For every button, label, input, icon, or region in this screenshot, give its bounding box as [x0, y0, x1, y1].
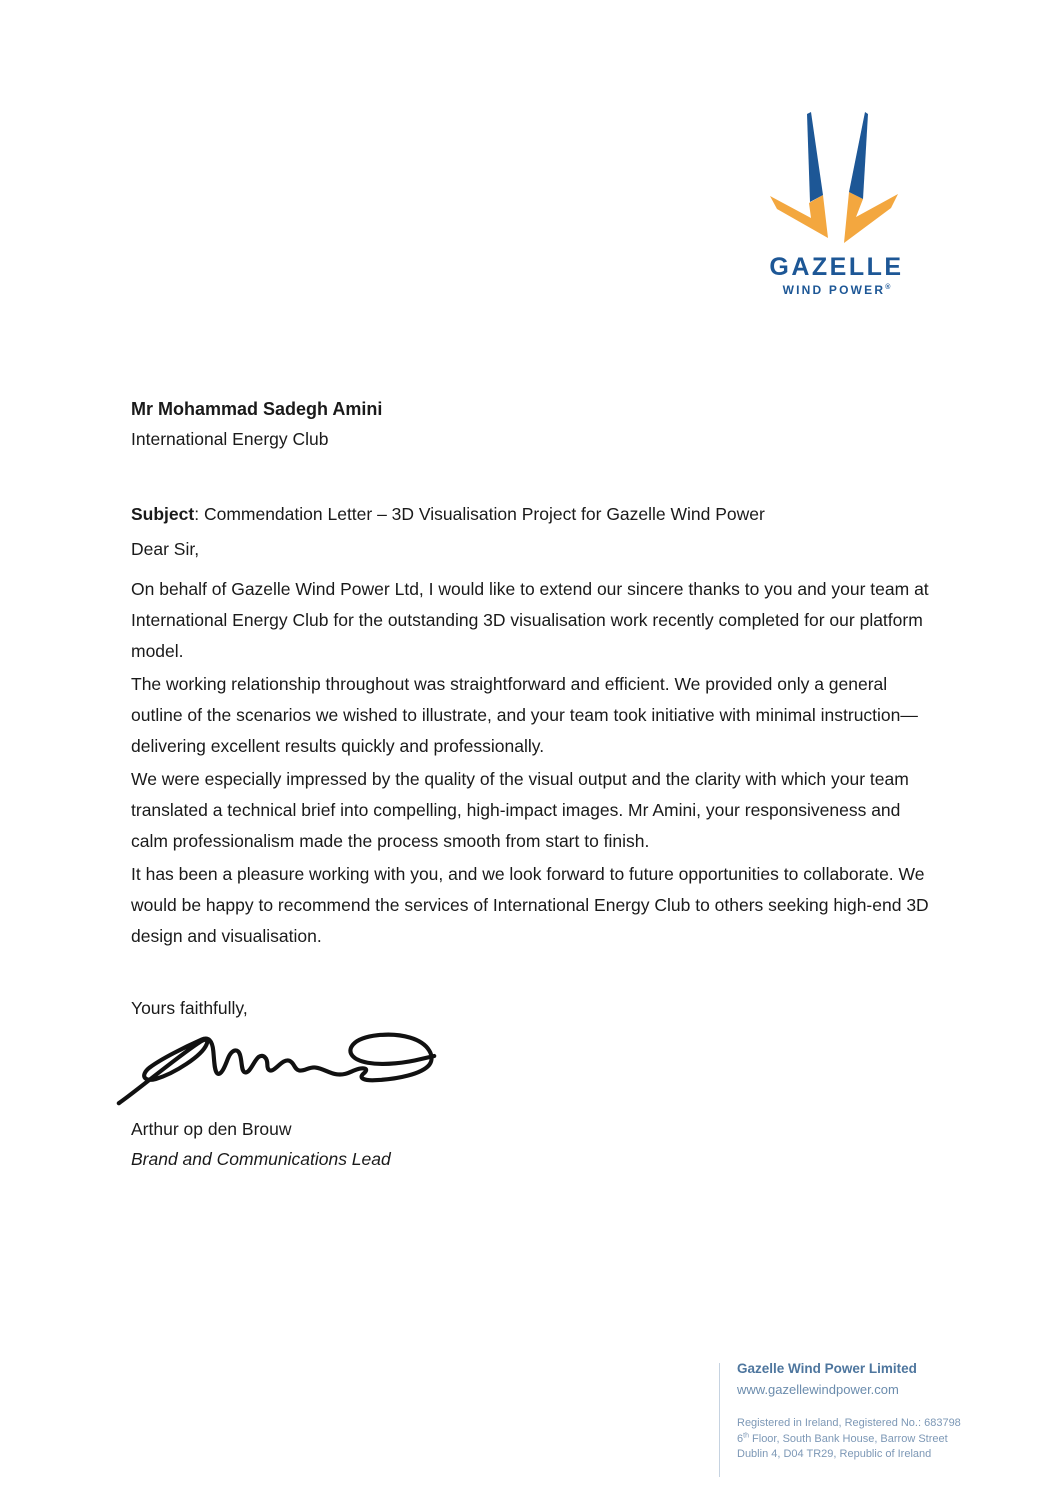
left-orange-chevron: [770, 195, 828, 238]
right-blue-antler: [849, 112, 868, 199]
registered-trademark-symbol: ®: [885, 284, 891, 291]
footer-registration-block: [737, 1416, 1017, 1463]
letter-paragraphs: [131, 574, 937, 952]
footer-address-line1: [737, 1432, 1017, 1448]
salutation: Dear Sir,: [131, 539, 200, 559]
logo-tagline-text: WIND POWER: [782, 283, 886, 297]
logo-wordmark: GAZELLE: [769, 253, 904, 281]
signatory-name: Arthur op den Brouw: [131, 1119, 292, 1139]
recipient-name: Mr Mohammad Sadegh Amini: [131, 399, 383, 419]
subject-label: Subject: [131, 504, 195, 524]
footer-address-line1-rest: Floor, South Bank House, Barrow Street: [748, 1432, 948, 1445]
footer: [737, 1360, 1017, 1463]
left-blue-antler: [807, 112, 823, 202]
subject-line: [131, 499, 937, 530]
footer-divider: [719, 1363, 720, 1477]
footer-company-name: Gazelle Wind Power Limited: [737, 1361, 917, 1376]
body-paragraph-1: On behalf of Gazelle Wind Power Ltd, I would like to extend our sincere thanks to you and your team at International Energy Club for the outstanding 3D visualisation work recently completed for our platform model.: [131, 579, 929, 661]
footer-registration: Registered in Ireland, Registered No.: 683798: [737, 1417, 961, 1429]
body-paragraph-3: We were especially impressed by the quality of the visual output and the clarity with which your team translated a technical brief into compelling, high-impact images. Mr Amini, your responsiveness and calm professionalism made the process smooth from start to finish.: [131, 769, 909, 851]
gazelle-antlers-icon: [768, 112, 905, 247]
closing-phrase: Yours faithfully,: [131, 998, 248, 1018]
handwritten-signature: [109, 1028, 444, 1110]
recipient-organization: International Energy Club: [131, 429, 329, 449]
body-paragraph-2: The working relationship throughout was straightforward and efficient. We provided only a general outline of the scenarios we wished to illustrate, and your team took initiative with minimal instruction—delivering excellent results quickly and professionally.: [131, 674, 918, 756]
logo-tagline: [766, 283, 907, 297]
footer-address-line2: Dublin 4, D04 TR29, Republic of Ireland: [737, 1448, 932, 1460]
footer-website: www.gazellewindpower.com: [737, 1382, 899, 1397]
footer-floor-suffix: th: [743, 1431, 749, 1439]
subject-text: : Commendation Letter – 3D Visualisation Project for Gazelle Wind Power: [194, 504, 765, 524]
body-paragraph-4: It has been a pleasure working with you, and we look forward to future opportunities to collaborate. We would be happy to recommend the services of International Energy Club to others seeking high-end 3D design and visualisation.: [131, 864, 929, 946]
letter-content: [131, 394, 937, 1174]
company-logo: [766, 112, 907, 297]
signatory-title: Brand and Communications Lead: [131, 1149, 391, 1169]
right-orange-chevron: [844, 192, 898, 243]
footer-floor-number: 6: [737, 1432, 744, 1445]
